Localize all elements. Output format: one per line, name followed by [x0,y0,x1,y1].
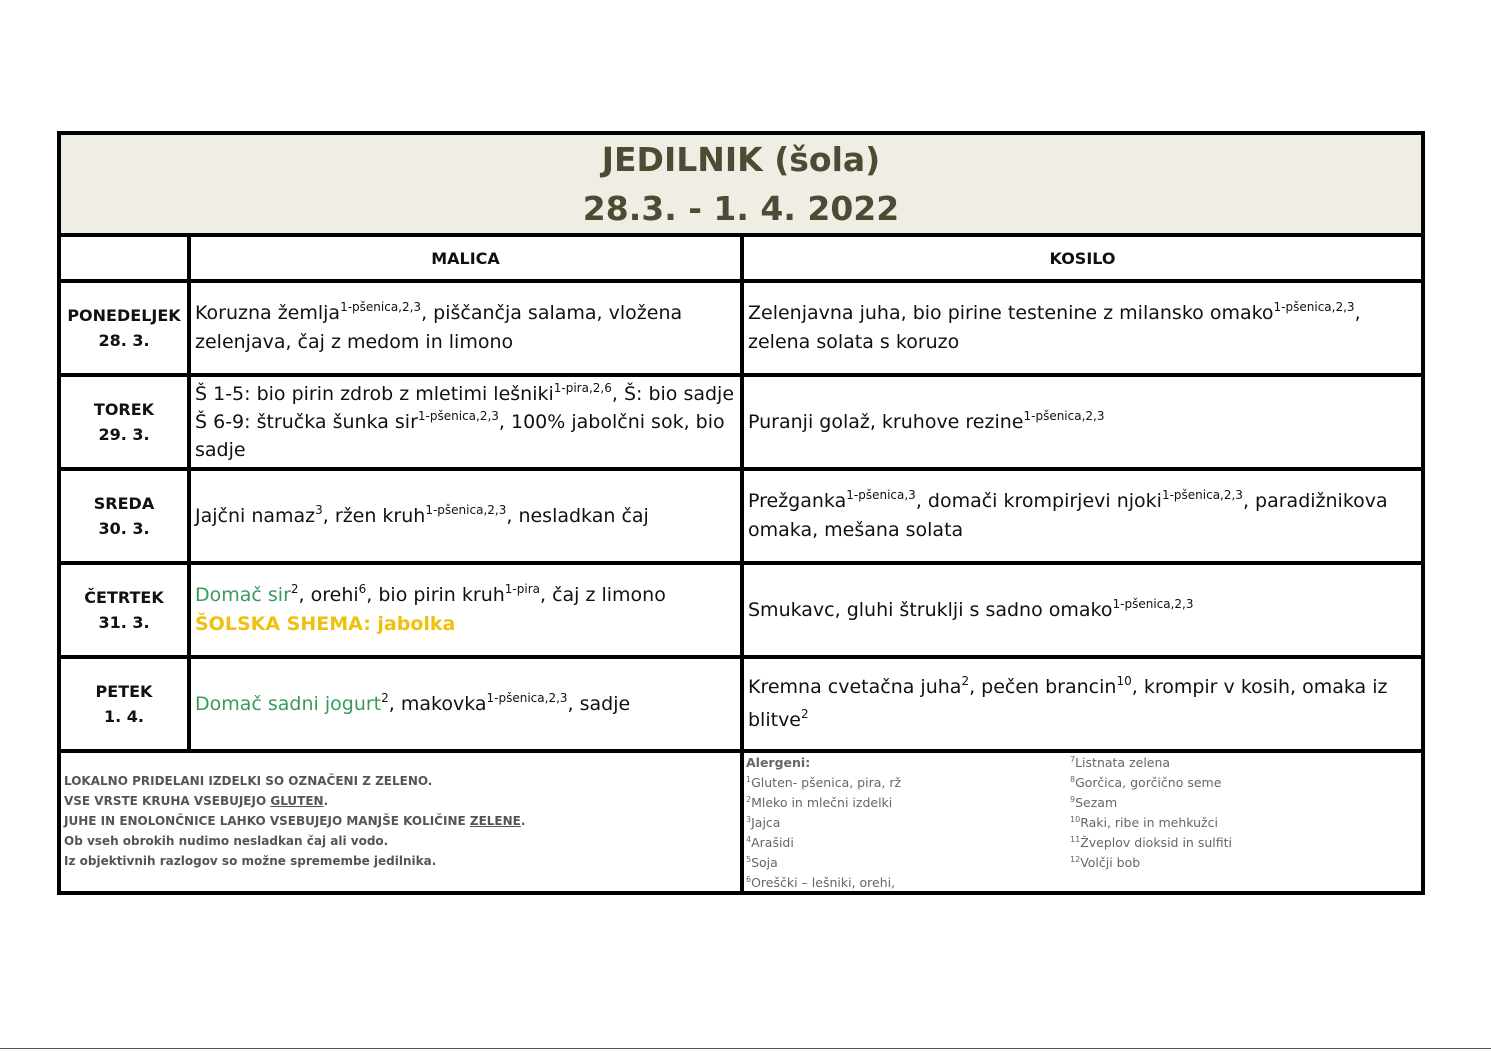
allergen-item: $^5$Soja [746,855,778,870]
meal-text: Jajčni namaz [195,504,316,527]
allergen-sup: 1-pšenica,2,3 [1023,408,1105,423]
meal-text: , 100% jabolčni sok, bio sadje [195,411,725,461]
meal-text: Prežganka [748,490,847,512]
page-bottom-rule [0,1048,1491,1049]
allergen-item: $^7$Listnata zelena [1070,755,1171,770]
allergen-item: $^9$Sezam [1070,795,1118,810]
meal-text: , sadje [567,692,631,715]
kosilo-cell [742,563,1423,657]
allergen-item: $^6$Oreščki – lešniki, orehi, [746,875,896,890]
note-local-products: LOKALNO PRIDELANI IZDELKI SO OZNAČENI Z ZELENO. [64,774,433,788]
malica-cell [189,657,742,751]
school-scheme-text: ŠOLSKA SHEMA: jabolka [195,613,456,635]
meal-text: , domači krompirjevi njoki [915,490,1162,512]
allergens-list [744,753,1421,891]
column-header-day [59,235,189,281]
allergen-item: $^{12}$Volčji bob [1070,855,1141,870]
day-date: 31. 3. [98,613,150,632]
malica-cell [189,375,742,469]
footer-row [59,751,1423,893]
meal-text: Puranji golaž, kruhove rezine [748,410,1024,433]
malica-cell [189,469,742,563]
meal-text: Zelenjavna juha, bio pirine testenine z milansko omako [748,302,1274,324]
local-product-text: Domač sir [195,584,291,606]
kosilo-cell [742,375,1423,469]
meal-text: Smukavc, gluhi štruklji s sadno omako [748,598,1113,621]
day-row-torek [59,375,1423,469]
day-cell [59,563,189,657]
allergen-sup: 2 [961,674,970,688]
menu-table [57,131,1425,895]
allergen-item: $^{11}$Žveplov dioksid in sulfiti [1070,835,1232,850]
column-header-malica: MALICA [189,235,742,281]
allergen-sup: 1-pšenica,2,3 [417,409,499,423]
allergen-sup: 1-pšenica,2,3 [425,502,507,517]
meal-text: , Š: bio sadje [611,383,735,405]
day-date: 30. 3. [98,519,150,538]
meal-text: Kremna cvetačna juha [748,676,962,698]
allergen-item: $^3$Jajca [746,815,781,830]
day-name: PONEDELJEK [67,306,181,325]
allergens-column-1 [744,753,1070,891]
note-celery: JUHE IN ENOLONČNICE LAHKO VSEBUJEJO MANJŠE KOLIČINE ZELENE. [64,814,526,828]
day-name: ČETRTEK [84,588,164,607]
note-changes: Iz objektivnih razlogov so možne spremembe jedilnika. [64,854,437,868]
column-header-kosilo: KOSILO [742,235,1423,281]
note-tea-water: Ob vseh obrokih nudimo nesladkan čaj ali vodo. [64,834,389,848]
note-celery-underlined: ZELENE [469,814,521,828]
column-header-row [59,235,1423,281]
allergens-title: Alergeni: [746,755,811,770]
day-name: TOREK [93,400,155,419]
allergen-item: $^2$Mleko in mlečni izdelki [746,795,893,810]
day-row-petek [59,657,1423,751]
allergen-sup: 2 [290,582,299,596]
day-row-sreda [59,469,1423,563]
kosilo-cell [742,469,1423,563]
meal-text: , bio pirin kruh [366,584,505,606]
day-cell [59,657,189,751]
allergens-column-2 [1070,753,1421,891]
day-name: SREDA [93,494,155,513]
malica-cell [189,281,742,375]
meal-text: , ržen kruh [322,504,426,527]
allergen-sup: 1-pšenica,2,3 [340,300,422,314]
day-cell [59,469,189,563]
allergen-sup: 1-pšenica,2,3 [486,690,568,705]
allergen-item: $^{10}$Raki, ribe in mehkužci [1070,815,1218,830]
meal-text: Koruzna žemlja [195,302,341,324]
meal-text: , krompir v kosih, omaka iz blitve [748,676,1388,731]
meal-text: , zelena solata s koruzo [748,302,1361,353]
allergens-cell [742,751,1423,893]
allergen-sup: 1-pšenica,2,3 [1273,300,1355,314]
title-cell [59,133,1423,235]
allergen-sup: 1-pšenica,2,3 [1112,596,1194,611]
allergen-sup: 3 [315,502,323,517]
allergen-item: $^8$Gorčica, gorčično seme [1070,775,1222,790]
local-product-text: Domač sadni jogurt [195,692,382,715]
day-name: PETEK [95,682,153,701]
allergen-sup: 6 [358,582,367,596]
day-row-cetrtek [59,563,1423,657]
allergen-sup: 2 [381,690,389,705]
title-row [59,133,1423,235]
meal-text: , paradižnikova omaka, mešana solata [748,490,1388,541]
allergen-item: $^1$Gluten- pšenica, pira, rž [746,775,902,790]
day-date: 29. 3. [98,425,150,444]
kosilo-cell [742,281,1423,375]
meal-text: , pečen brancin [969,676,1117,698]
kosilo-cell [742,657,1423,751]
day-cell [59,281,189,375]
day-row-ponedeljek [59,281,1423,375]
allergen-sup: 1-pšenica,3 [846,488,916,502]
day-date: 1. 4. [104,707,144,726]
allergen-sup: 1-pira [504,582,540,596]
allergen-sup: 2 [801,707,809,721]
meal-text: , makovka [388,692,487,715]
note-gluten: VSE VRSTE KRUHA VSEBUJEJO GLUTEN. [64,794,329,808]
note-gluten-underlined: GLUTEN [270,794,324,808]
meal-text: , orehi [298,584,359,606]
meal-text: Š 1-5: bio pirin zdrob z mletimi lešniki [195,383,554,405]
day-cell [59,375,189,469]
menu-date-range: 28.3. - 1. 4. 2022 [582,189,900,228]
meal-text: , čaj z limono [539,584,666,606]
allergen-sup: 1-pira,2,6 [553,381,612,395]
allergen-item: $^4$Arašidi [746,835,794,850]
allergen-sup: 10 [1116,674,1132,688]
meal-text: , nesladkan čaj [506,504,649,527]
meal-text: , piščančja salama, vložena zelenjava, čaj z medom in limono [195,302,683,353]
meal-text: Š 6-9: štručka šunka sir [195,411,418,433]
menu-title: JEDILNIK (šola) [601,140,881,179]
allergen-sup: 1-pšenica,2,3 [1161,488,1243,502]
malica-cell [189,563,742,657]
day-date: 28. 3. [98,331,150,350]
notes-cell [59,751,742,893]
